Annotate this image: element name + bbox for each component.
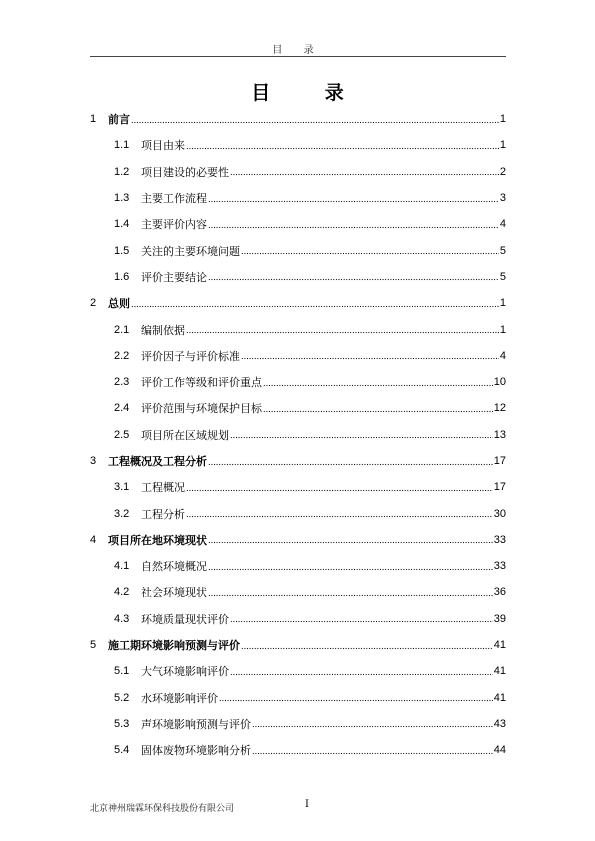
toc-entry-page: 30 [493,507,506,520]
toc-chapter-entry[interactable] [90,527,506,553]
toc-entry-page: 2 [499,165,506,178]
toc-entry-title: 工程概况及工程分析 [108,455,207,468]
toc-section-entry[interactable] [90,237,506,263]
toc-entry-page: 12 [493,402,506,415]
header-divider [90,56,506,57]
toc-section-entry[interactable] [90,159,506,185]
toc-entry-title: 主要工作流程 [141,192,207,206]
toc-leader-dots [131,115,499,124]
toc-section-entry[interactable] [90,395,506,421]
toc-leader-dots [208,457,493,466]
toc-entry-number: 2.4 [114,402,130,415]
toc-entry-number: 3.2 [114,507,130,520]
toc-entry-number: 3.1 [114,481,130,494]
toc-section-entry[interactable] [90,264,506,290]
toc-entry-page: 17 [493,481,506,494]
toc-entry-number: 2 [90,297,97,310]
toc-section-entry[interactable] [90,316,506,342]
toc-leader-dots [241,246,499,255]
toc-entry-page: 10 [493,376,506,389]
toc-leader-dots [230,167,499,176]
toc-entry-title: 项目建设的必要性 [141,165,229,179]
toc-entry-number: 5.3 [114,717,130,730]
toc-section-entry[interactable] [90,579,506,605]
toc-entry-number: 1.2 [114,165,130,178]
toc-leader-dots [230,614,493,623]
toc-section-entry[interactable] [90,500,506,526]
toc-entry-title: 社会环境现状 [141,586,207,600]
toc-section-entry[interactable] [90,422,506,448]
toc-entry-page: 41 [493,691,506,704]
toc-entry-number: 1.5 [114,244,130,257]
footer-company: 北京神州瑞霖环保科技股份有限公司 [90,804,235,814]
toc-leader-dots [208,194,499,203]
toc-entry-page: 13 [493,428,506,441]
toc-entry-number: 5 [90,639,97,652]
toc-entry-title: 前言 [108,113,130,127]
toc-entry-page: 39 [493,612,506,625]
toc-leader-dots [208,562,493,571]
toc-entry-page: 33 [493,560,506,573]
toc-entry-page: 33 [493,533,506,546]
toc-entry-number: 2.3 [114,376,130,389]
toc-entry-number: 2.5 [114,428,130,441]
running-header: 目 录 [272,45,323,56]
toc-entry-title: 自然环境概况 [141,560,207,574]
table-of-contents [90,106,506,763]
toc-entry-title: 评价工作等级和评价重点 [141,376,262,390]
toc-section-entry[interactable] [90,132,506,158]
toc-chapter-entry[interactable] [90,448,506,474]
footer-page-number: I [305,799,309,810]
toc-section-entry[interactable] [90,685,506,711]
toc-leader-dots [186,325,499,334]
toc-entry-number: 5.4 [114,744,130,757]
toc-entry-title: 环境质量现状评价 [141,612,229,626]
toc-chapter-entry[interactable] [90,632,506,658]
toc-leader-dots [230,667,493,676]
toc-entry-page: 41 [493,639,506,652]
toc-entry-number: 4.1 [114,560,130,573]
toc-entry-number: 1.4 [114,218,130,231]
toc-leader-dots [230,430,493,439]
toc-entry-number: 3 [90,455,97,467]
page-title: 目 录 [251,82,368,104]
toc-leader-dots [219,693,493,702]
toc-entry-title: 关注的主要环境问题 [141,244,240,258]
toc-entry-title: 总则 [108,297,130,311]
toc-entry-number: 5.1 [114,665,130,678]
toc-leader-dots [186,483,493,492]
toc-leader-dots [252,746,493,755]
toc-entry-title: 工程分析 [141,507,185,521]
toc-entry-page: 36 [493,586,506,599]
toc-entry-page: 17 [493,455,506,467]
toc-entry-page: 1 [499,323,506,336]
toc-leader-dots [241,641,493,650]
toc-section-entry[interactable] [90,185,506,211]
toc-leader-dots [186,141,499,150]
toc-section-entry[interactable] [90,369,506,395]
toc-entry-page: 5 [499,270,506,283]
toc-entry-title: 项目所在地环境现状 [108,533,207,547]
toc-entry-title: 水环境影响评价 [141,691,218,705]
toc-entry-number: 1.1 [114,139,130,152]
toc-leader-dots [252,719,493,728]
toc-leader-dots [208,588,493,597]
toc-entry-title: 评价因子与评价标准 [141,349,240,363]
toc-section-entry[interactable] [90,343,506,369]
toc-leader-dots [131,299,499,308]
toc-section-entry[interactable] [90,474,506,500]
toc-section-entry[interactable] [90,606,506,632]
toc-section-entry[interactable] [90,553,506,579]
toc-entry-title: 大气环境影响评价 [141,665,229,679]
toc-entry-title: 评价范围与环境保护目标 [141,402,262,416]
toc-chapter-entry[interactable] [90,106,506,132]
toc-entry-number: 1.6 [114,270,130,283]
toc-entry-number: 4.3 [114,612,130,625]
toc-entry-title: 固体废物环境影响分析 [141,744,251,758]
toc-leader-dots [263,378,493,387]
toc-section-entry[interactable] [90,737,506,763]
toc-entry-title: 声环境影响预测与评价 [141,717,251,731]
toc-leader-dots [263,404,493,413]
toc-entry-title: 施工期环境影响预测与评价 [108,639,240,653]
toc-entry-page: 43 [493,717,506,730]
toc-section-entry[interactable] [90,658,506,684]
toc-leader-dots [208,220,499,229]
toc-leader-dots [186,509,493,518]
toc-entry-title: 评价主要结论 [141,270,207,284]
toc-entry-title: 编制依据 [141,323,185,337]
toc-leader-dots [241,351,499,360]
toc-entry-title: 工程概况 [141,481,185,495]
toc-entry-number: 1.3 [114,192,130,205]
toc-leader-dots [208,535,493,544]
toc-entry-number: 4 [90,533,97,546]
toc-entry-title: 项目由来 [141,139,185,153]
toc-section-entry[interactable] [90,711,506,737]
toc-entry-title: 主要评价内容 [141,218,207,232]
toc-entry-page: 5 [499,244,506,257]
toc-entry-title: 项目所在区域规划 [141,428,229,442]
toc-entry-page: 4 [499,349,506,362]
toc-section-entry[interactable] [90,211,506,237]
toc-entry-page: 1 [499,297,506,310]
toc-entry-number: 1 [90,113,97,126]
toc-entry-number: 2.2 [114,349,130,362]
toc-entry-page: 1 [499,113,506,126]
toc-leader-dots [208,272,499,281]
toc-entry-number: 5.2 [114,691,130,704]
toc-entry-number: 2.1 [114,323,130,336]
toc-entry-page: 41 [493,665,506,678]
toc-chapter-entry[interactable] [90,290,506,316]
toc-entry-page: 3 [499,192,506,205]
toc-entry-page: 1 [499,139,506,152]
toc-entry-page: 44 [493,744,506,757]
toc-entry-number: 4.2 [114,586,130,599]
toc-entry-page: 4 [499,218,506,231]
